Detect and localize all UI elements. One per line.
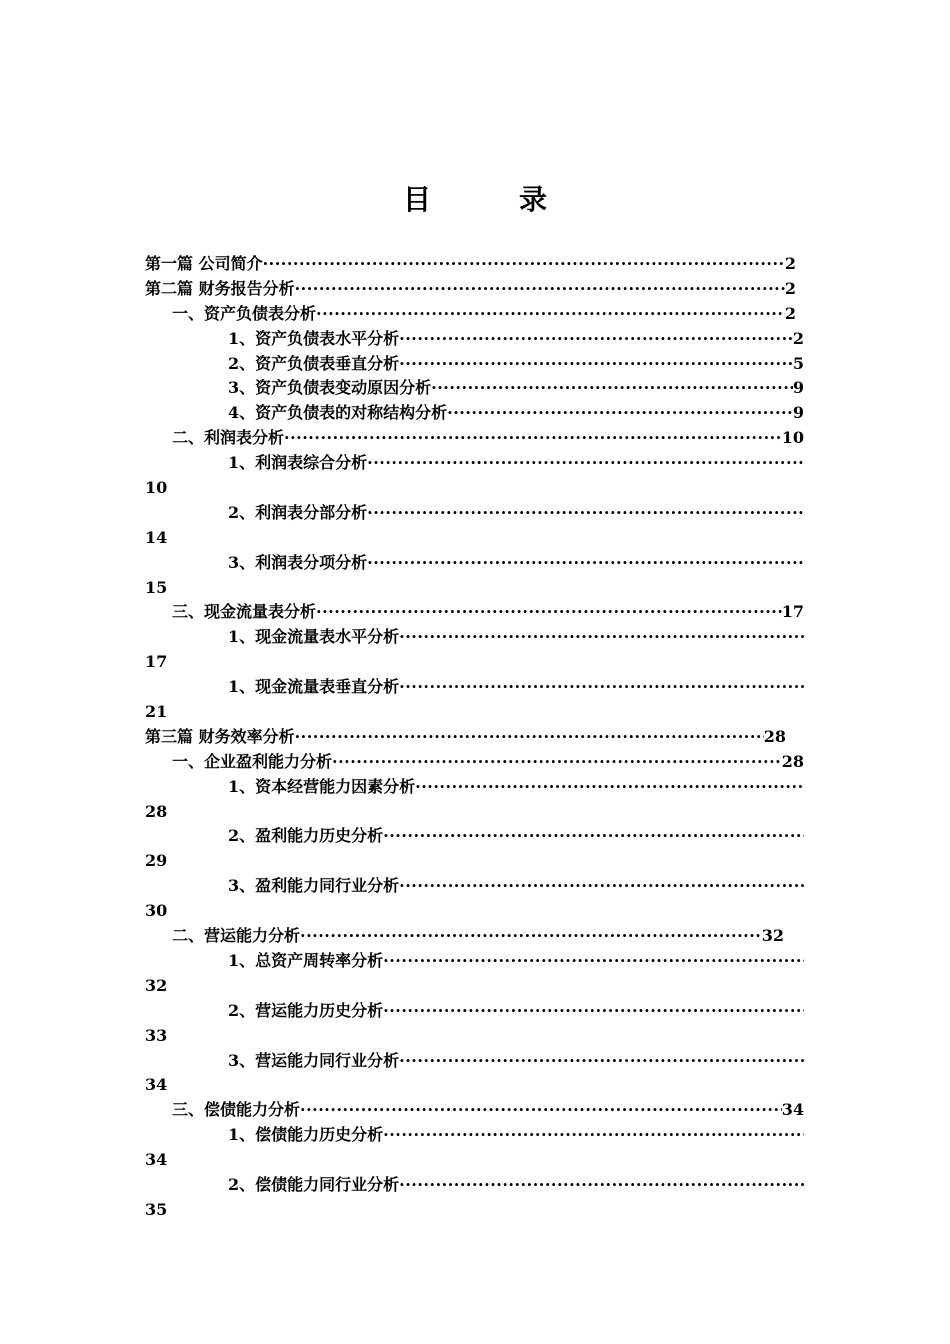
- toc-entry-asset-turnover[interactable]: [145, 949, 804, 974]
- toc-page-number: 32: [761, 926, 784, 946]
- toc-page-number: 10: [145, 478, 168, 498]
- toc-entry-label: 3、资产负债表变动原因分析: [228, 378, 432, 398]
- toc-entry-label: 1、现金流量表水平分析: [228, 627, 400, 647]
- toc-leader-dots: [295, 277, 785, 302]
- toc-page-number: 32: [145, 975, 168, 995]
- toc-entry-income-comprehensive[interactable]: [145, 451, 804, 476]
- toc-page-number: 28: [763, 726, 786, 746]
- toc-page-number: 15: [145, 577, 168, 597]
- toc-page-number: 35: [145, 1199, 168, 1219]
- toc-entry-operating-industry[interactable]: [145, 1049, 804, 1074]
- toc-page-number: 28: [145, 801, 168, 821]
- toc-entry-balance-change[interactable]: [145, 376, 804, 401]
- toc-entry-label: 1、偿债能力历史分析: [228, 1125, 384, 1145]
- toc-page-number: 21: [145, 702, 168, 722]
- toc-leader-dots: [367, 451, 804, 476]
- toc-leader-dots: [415, 775, 804, 800]
- toc-page-number: 34: [781, 1100, 804, 1120]
- toc-page-number: 2: [784, 254, 796, 273]
- toc-entry-label: 1、总资产周转率分析: [228, 950, 384, 970]
- toc-leader-dots: [399, 1173, 804, 1198]
- toc-leader-dots: [399, 625, 804, 650]
- toc-entry-capital-operation[interactable]: [145, 775, 804, 800]
- toc-entry-label: 1、利润表综合分析: [228, 453, 368, 473]
- toc-entry-label: 2、盈利能力历史分析: [228, 826, 384, 846]
- toc-entry-label: 3、盈利能力同行业分析: [228, 876, 400, 896]
- toc-entry-label: 2、营运能力历史分析: [228, 1000, 384, 1020]
- toc-entry-balance-symmetry[interactable]: [145, 401, 804, 426]
- toc-leader-dots: [399, 1049, 804, 1074]
- table-of-contents: [145, 252, 810, 1223]
- toc-page-number: 34: [145, 1075, 168, 1095]
- toc-page-number: 29: [145, 851, 168, 871]
- toc-entry-solvency-industry[interactable]: [145, 1173, 804, 1198]
- toc-page-number: 33: [145, 1025, 168, 1045]
- toc-leader-dots: [316, 302, 785, 327]
- toc-entry-label: 2、资产负债表垂直分析: [228, 353, 400, 373]
- toc-leader-dots: [263, 252, 785, 277]
- toc-entry-income-statement[interactable]: [145, 426, 804, 451]
- toc-entry-label: 三、现金流量表分析: [172, 602, 317, 622]
- toc-leader-dots: [367, 551, 804, 576]
- toc-entry-label: 第一篇 公司简介: [145, 254, 263, 273]
- toc-entry-part-3[interactable]: [145, 725, 786, 750]
- toc-leader-dots: [300, 1098, 782, 1123]
- toc-title: 目 录: [402, 183, 577, 216]
- toc-entry-label: 2、偿债能力同行业分析: [228, 1174, 400, 1194]
- toc-leader-dots: [399, 874, 804, 899]
- toc-page-number: 30: [145, 901, 168, 921]
- toc-page-number: 10: [781, 428, 804, 448]
- toc-entry-label: 第二篇 财务报告分析: [145, 278, 295, 298]
- toc-entry-cash-flow[interactable]: [145, 600, 804, 625]
- toc-entry-label: 3、营运能力同行业分析: [228, 1050, 400, 1070]
- toc-leader-dots: [431, 376, 793, 401]
- toc-page-number: 9: [792, 378, 804, 398]
- toc-entry-operating-history[interactable]: [145, 999, 804, 1024]
- toc-entry-label: 3、利润表分项分析: [228, 552, 368, 572]
- toc-entry-cash-vertical[interactable]: [145, 675, 804, 700]
- toc-leader-dots: [399, 327, 793, 352]
- toc-entry-profit-history[interactable]: [145, 824, 804, 849]
- toc-entry-label: 4、资产负债表的对称结构分析: [228, 403, 448, 423]
- toc-page-number: 34: [145, 1150, 168, 1170]
- toc-leader-dots: [383, 949, 804, 974]
- toc-entry-label: 1、资本经营能力因素分析: [228, 776, 416, 796]
- toc-entry-label: 二、利润表分析: [172, 428, 285, 448]
- toc-leader-dots: [383, 824, 804, 849]
- toc-entry-label: 一、企业盈利能力分析: [172, 751, 333, 771]
- toc-entry-label: 1、现金流量表垂直分析: [228, 677, 400, 697]
- toc-entry-profitability[interactable]: [145, 750, 804, 775]
- toc-entry-label: 1、资产负债表水平分析: [228, 328, 400, 348]
- toc-entry-profit-industry[interactable]: [145, 874, 804, 899]
- toc-page-number: 2: [784, 303, 796, 323]
- toc-entry-solvency-history[interactable]: [145, 1123, 804, 1148]
- toc-leader-dots: [399, 675, 804, 700]
- toc-page-number: 14: [145, 527, 168, 547]
- toc-page-number: 2: [792, 328, 804, 348]
- toc-leader-dots: [316, 600, 782, 625]
- toc-entry-balance-sheet[interactable]: [145, 302, 796, 327]
- toc-leader-dots: [447, 401, 793, 426]
- toc-entry-income-itemized[interactable]: [145, 551, 804, 576]
- toc-leader-dots: [367, 501, 804, 526]
- toc-entry-income-segment[interactable]: [145, 501, 804, 526]
- toc-leader-dots: [399, 352, 793, 377]
- toc-page-number: 17: [781, 602, 804, 622]
- toc-page-number: 9: [792, 403, 804, 423]
- toc-page-number: 2: [784, 278, 796, 298]
- toc-entry-solvency[interactable]: [145, 1098, 804, 1123]
- toc-leader-dots: [295, 725, 764, 750]
- toc-leader-dots: [383, 1123, 804, 1148]
- toc-entry-balance-vertical[interactable]: [145, 352, 804, 377]
- toc-entry-balance-horizontal[interactable]: [145, 327, 804, 352]
- toc-entry-label: 第三篇 财务效率分析: [145, 726, 295, 746]
- toc-page-number: 17: [145, 652, 168, 672]
- toc-entry-cash-horizontal[interactable]: [145, 625, 804, 650]
- toc-entry-label: 三、偿债能力分析: [172, 1100, 301, 1120]
- toc-leader-dots: [383, 999, 804, 1024]
- toc-entry-label: 一、资产负债表分析: [172, 303, 317, 323]
- toc-page-number: 28: [781, 751, 804, 771]
- toc-entry-label: 2、利润表分部分析: [228, 502, 368, 522]
- toc-leader-dots: [284, 426, 782, 451]
- toc-entry-label: 二、营运能力分析: [172, 926, 301, 946]
- toc-entry-part-2[interactable]: [145, 277, 796, 302]
- toc-leader-dots: [332, 750, 782, 775]
- toc-entry-part-1[interactable]: [145, 252, 796, 277]
- toc-page-number: 5: [792, 353, 804, 373]
- toc-leader-dots: [300, 924, 762, 949]
- toc-entry-operating-capacity[interactable]: [145, 924, 784, 949]
